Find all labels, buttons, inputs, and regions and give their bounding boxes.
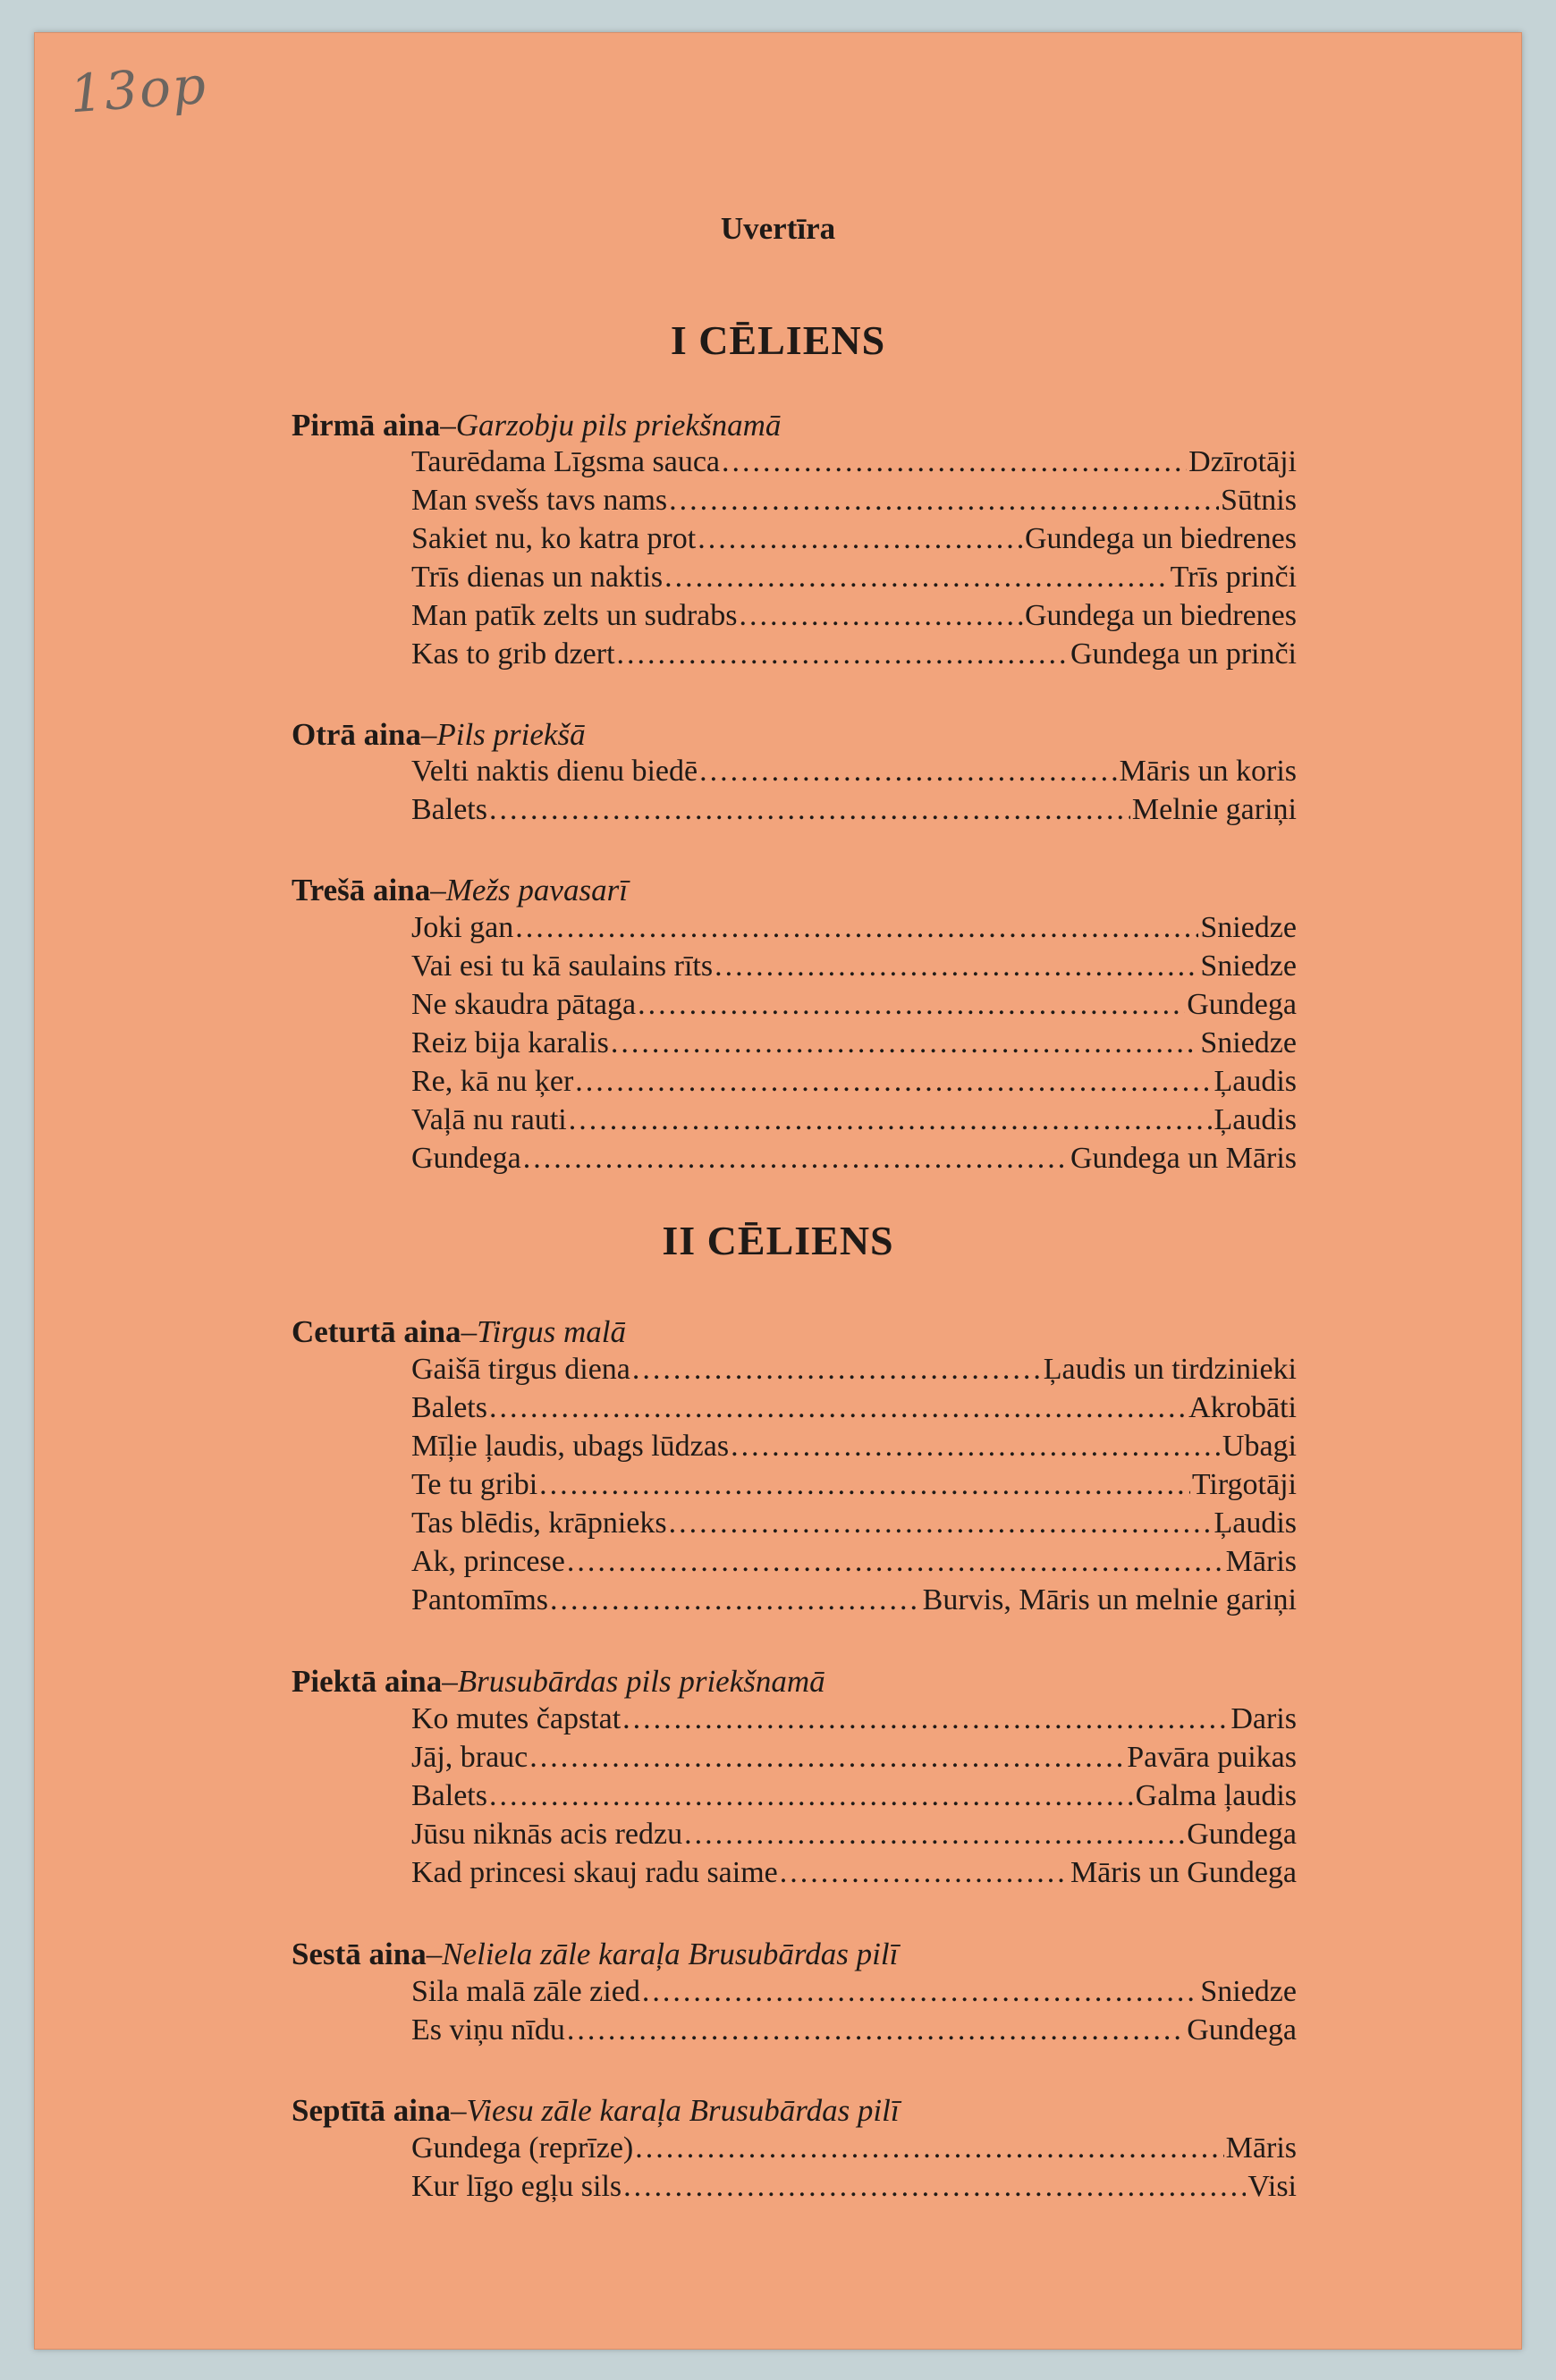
- item-title: Mīļie ļaudis, ubags lūdzas: [411, 1430, 730, 1463]
- item-title: Kas to grib dzert: [411, 637, 615, 671]
- program-item: [411, 637, 1297, 676]
- handwritten-note: 13op: [67, 54, 210, 125]
- scene-place: Neliela zāle karaļa Brusubārdas pilī: [442, 1937, 899, 1971]
- dot-leader: [623, 2170, 1246, 2204]
- dot-leader: [567, 2013, 1185, 2047]
- item-performer: Visi: [1247, 2170, 1297, 2203]
- dot-leader: [740, 599, 1023, 633]
- dot-leader: [731, 1430, 1221, 1464]
- scene-6-items: [411, 1975, 1297, 2052]
- program-item: [411, 1026, 1297, 1065]
- item-title: Balets: [411, 1779, 487, 1812]
- item-performer: Trīs prinči: [1170, 561, 1297, 594]
- item-title: Sakiet nu, ko katra prot: [411, 522, 697, 555]
- item-title: Jūsu niknās acis redzu: [411, 1818, 683, 1851]
- program-item: [411, 561, 1297, 599]
- item-title: Jāj, brauc: [411, 1741, 529, 1774]
- item-performer: Māris un koris: [1119, 755, 1297, 788]
- item-performer: Gundega: [1187, 2013, 1297, 2047]
- item-title: Ak, princese: [411, 1545, 565, 1578]
- item-performer: Sūtnis: [1220, 484, 1297, 517]
- item-title: Sila malā zāle zied: [411, 1975, 640, 2008]
- item-performer: Gundega un biedrenes: [1024, 522, 1297, 555]
- scene-label: Sestā aina: [292, 1937, 427, 1971]
- item-title: Te tu gribi: [411, 1468, 538, 1501]
- dot-leader: [669, 484, 1219, 518]
- act-1-heading: I CĒLIENS: [670, 317, 886, 363]
- item-performer: Daris: [1230, 1702, 1297, 1735]
- item-performer: Ubagi: [1222, 1430, 1297, 1463]
- scene-2-items: [411, 755, 1297, 831]
- overture-heading: Uvertīra: [720, 211, 836, 246]
- item-performer: Ļaudis: [1214, 1506, 1297, 1540]
- dot-leader: [722, 445, 1187, 479]
- scene-place: Garzobju pils priekšnamā: [455, 408, 782, 443]
- dot-leader: [515, 911, 1198, 945]
- scene-1-items: [411, 445, 1297, 676]
- item-title: Gundega: [411, 1142, 521, 1175]
- item-title: Kad princesi skauj radu saime: [411, 1856, 778, 1889]
- program-item: [411, 1391, 1297, 1430]
- dot-leader: [529, 1741, 1125, 1775]
- dot-leader: [635, 2131, 1223, 2165]
- item-title: Re, kā nu ķer: [411, 1065, 574, 1098]
- item-title: Es viņu nīdu: [411, 2013, 565, 2047]
- scene-place: Tirgus malā: [477, 1314, 627, 1349]
- scene-place: Pils priekšā: [436, 717, 586, 752]
- scene-label: Ceturtā aina: [292, 1314, 461, 1349]
- dot-leader: [523, 1142, 1069, 1176]
- scene-4-items: [411, 1353, 1297, 1622]
- item-performer: Sniedze: [1200, 1026, 1297, 1059]
- scene-heading: Piektā aina–Brusubārdas pils priekšnamā: [292, 1664, 825, 1699]
- program-item: [411, 949, 1297, 988]
- item-title: Ne skaudra pātaga: [411, 988, 637, 1021]
- program-item: [411, 1065, 1297, 1103]
- item-title: Kur līgo egļu sils: [411, 2170, 622, 2203]
- item-title: Pantomīms: [411, 1583, 549, 1616]
- item-performer: Māris: [1225, 2131, 1297, 2165]
- dot-leader: [611, 1026, 1198, 1060]
- scene-heading: Sestā aina–Neliela zāle karaļa Brusubārdas pilī: [292, 1937, 899, 1971]
- program-item: [411, 1353, 1297, 1391]
- program-item: [411, 1702, 1297, 1741]
- program-item: [411, 2013, 1297, 2052]
- item-performer: Gundega: [1187, 988, 1297, 1021]
- program-item: [411, 599, 1297, 637]
- dot-leader: [550, 1583, 921, 1617]
- item-title: Gundega (reprīze): [411, 2131, 634, 2165]
- item-performer: Gundega un prinči: [1070, 637, 1297, 671]
- act-2-heading: II CĒLIENS: [662, 1218, 894, 1263]
- item-performer: Gundega un Māris: [1070, 1142, 1297, 1175]
- item-title: Vai esi tu kā saulains rīts: [411, 949, 714, 983]
- item-performer: Dzīrotāji: [1188, 445, 1297, 478]
- item-title: Gaišā tirgus diena: [411, 1353, 630, 1386]
- item-title: Tas blēdis, krāpnieks: [411, 1506, 667, 1540]
- item-performer: Ļaudis un tirdzinieki: [1043, 1353, 1297, 1386]
- dot-leader: [715, 949, 1198, 983]
- dot-leader: [669, 1506, 1213, 1540]
- dot-leader: [638, 988, 1185, 1022]
- scene-heading: Pirmā aina–Garzobju pils priekšnamā: [292, 408, 782, 443]
- program-item: [411, 1975, 1297, 2013]
- item-performer: Ļaudis: [1214, 1103, 1297, 1136]
- program-item: [411, 1468, 1297, 1506]
- scene-place: Brusubārdas pils priekšnamā: [457, 1664, 825, 1699]
- dot-leader: [539, 1468, 1190, 1502]
- item-title: Velti naktis dienu biedē: [411, 755, 698, 788]
- dot-leader: [489, 1391, 1187, 1425]
- program-item: [411, 755, 1297, 793]
- item-performer: Māris un Gundega: [1070, 1856, 1297, 1889]
- program-item: [411, 484, 1297, 522]
- dot-leader: [622, 1702, 1229, 1736]
- dot-leader: [780, 1856, 1069, 1890]
- program-item: [411, 1818, 1297, 1856]
- scene-label: Trešā aina: [292, 873, 431, 907]
- dot-leader: [698, 522, 1023, 556]
- program-item: [411, 1741, 1297, 1779]
- item-title: Joki gan: [411, 911, 514, 944]
- dot-leader: [664, 561, 1168, 595]
- program-item: [411, 2131, 1297, 2170]
- scene-heading: Ceturtā aina–Tirgus malā: [292, 1314, 627, 1349]
- program-item: [411, 911, 1297, 949]
- item-title: Reiz bija karalis: [411, 1026, 609, 1059]
- program-item: [411, 793, 1297, 831]
- dot-leader: [632, 1353, 1042, 1387]
- scene-5-items: [411, 1702, 1297, 1895]
- program-item: [411, 1583, 1297, 1622]
- scene-place: Viesu zāle karaļa Brusubārdas pilī: [466, 2093, 900, 2128]
- dot-leader: [642, 1975, 1199, 2009]
- item-performer: Galma ļaudis: [1135, 1779, 1297, 1812]
- dot-leader: [699, 755, 1118, 789]
- scene-label: Pirmā aina: [292, 408, 441, 443]
- program-item: [411, 988, 1297, 1026]
- program-sheet: [34, 32, 1522, 2350]
- program-item: [411, 522, 1297, 561]
- dot-leader: [569, 1103, 1213, 1137]
- dot-leader: [567, 1545, 1224, 1579]
- scene-label: Septītā aina: [292, 2093, 451, 2128]
- item-title: Man svešs tavs nams: [411, 484, 668, 517]
- item-performer: Ļaudis: [1214, 1065, 1297, 1098]
- scene-heading: Trešā aina–Mežs pavasarī: [292, 873, 628, 907]
- item-title: Taurēdama Līgsma sauca: [411, 445, 721, 478]
- item-title: Man patīk zelts un sudrabs: [411, 599, 738, 632]
- program-item: [411, 1142, 1297, 1180]
- scene-label: Piektā aina: [292, 1664, 443, 1699]
- program-item: [411, 1103, 1297, 1142]
- dot-leader: [489, 793, 1130, 827]
- program-item: [411, 1856, 1297, 1895]
- scene-3-items: [411, 911, 1297, 1180]
- item-title: Balets: [411, 1391, 487, 1424]
- dot-leader: [489, 1779, 1134, 1813]
- scene-place: Mežs pavasarī: [445, 873, 628, 907]
- item-performer: Melnie gariņi: [1131, 793, 1297, 826]
- item-title: Trīs dienas un naktis: [411, 561, 664, 594]
- program-item: [411, 1506, 1297, 1545]
- item-performer: Māris: [1225, 1545, 1297, 1578]
- dot-leader: [575, 1065, 1212, 1099]
- dot-leader: [617, 637, 1069, 671]
- program-item: [411, 2170, 1297, 2208]
- program-item: [411, 1430, 1297, 1468]
- item-performer: Pavāra puikas: [1127, 1741, 1297, 1774]
- item-performer: Sniedze: [1200, 949, 1297, 983]
- item-title: Vaļā nu rauti: [411, 1103, 567, 1136]
- item-performer: Sniedze: [1200, 1975, 1297, 2008]
- scene-label: Otrā aina: [292, 717, 421, 752]
- dot-leader: [684, 1818, 1185, 1852]
- scene-heading: Septītā aina–Viesu zāle karaļa Brusubārdas pilī: [292, 2093, 900, 2128]
- item-performer: Burvis, Māris un melnie gariņi: [922, 1583, 1297, 1616]
- item-performer: Tirgotāji: [1191, 1468, 1297, 1501]
- program-item: [411, 445, 1297, 484]
- scene-7-items: [411, 2131, 1297, 2208]
- program-item: [411, 1779, 1297, 1818]
- item-performer: Sniedze: [1200, 911, 1297, 944]
- item-title: Ko mutes čapstat: [411, 1702, 622, 1735]
- program-item: [411, 1545, 1297, 1583]
- item-title: Balets: [411, 793, 487, 826]
- scene-heading: Otrā aina–Pils priekšā: [292, 717, 586, 752]
- item-performer: Gundega un biedrenes: [1024, 599, 1297, 632]
- item-performer: Akrobāti: [1188, 1391, 1297, 1424]
- item-performer: Gundega: [1187, 1818, 1297, 1851]
